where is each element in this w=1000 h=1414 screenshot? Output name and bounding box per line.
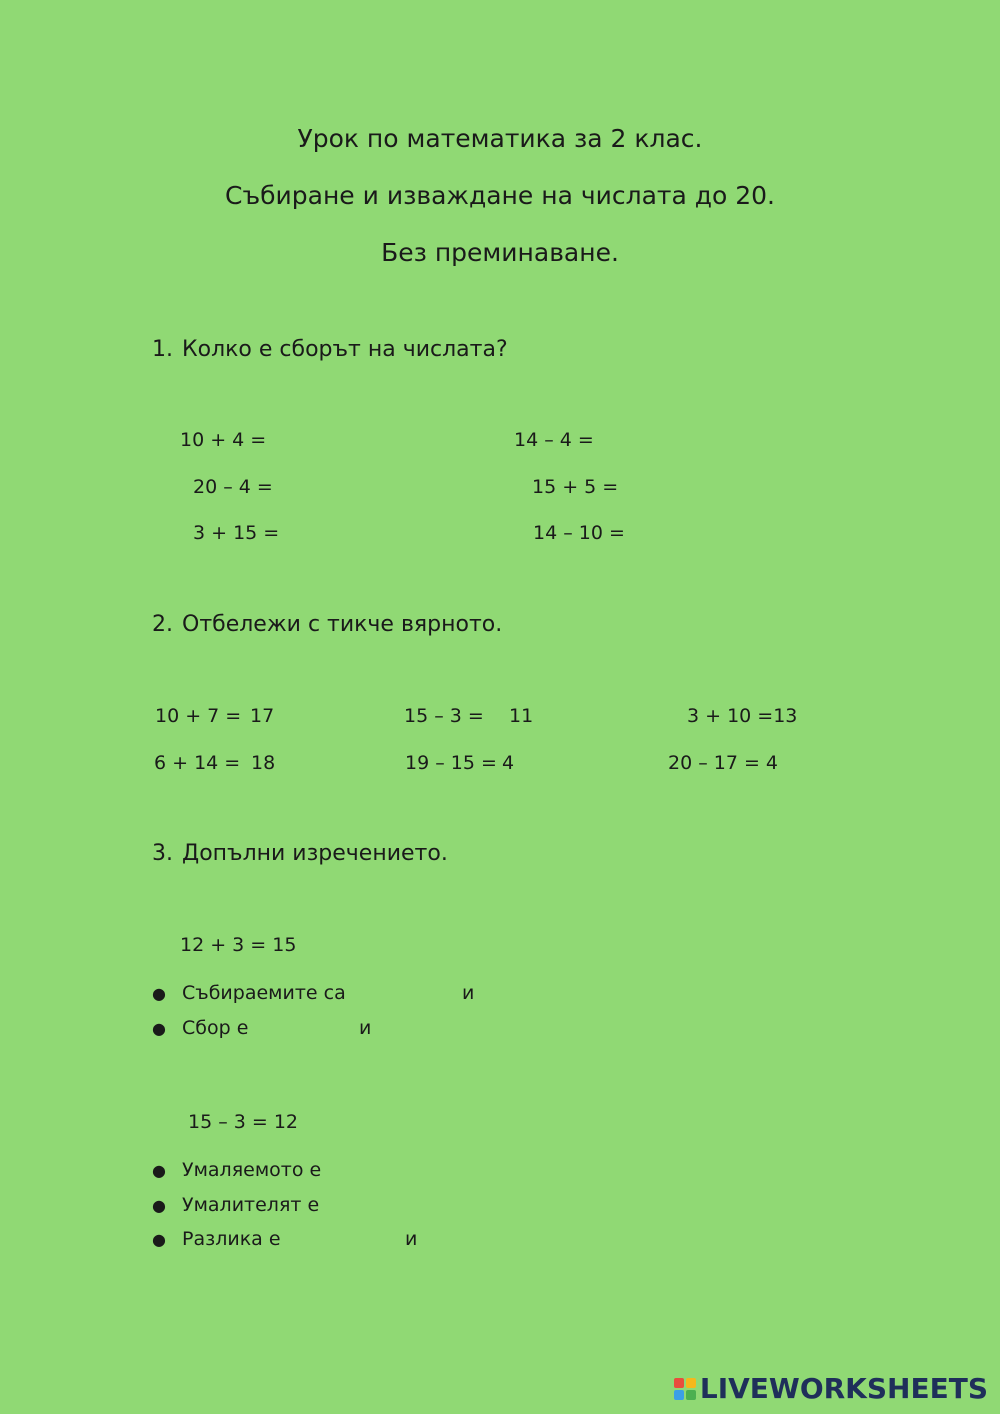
- bullet-tail: и: [405, 1228, 418, 1250]
- task-2-row2-expr-3[interactable]: 20 – 17 = 4: [668, 752, 779, 774]
- logo-square-4: [686, 1390, 696, 1400]
- bullet-text: Умаляемото е: [182, 1159, 322, 1181]
- task-2-row1-expr-3[interactable]: 3 + 10 =13: [687, 705, 798, 727]
- logo-square-1: [674, 1378, 684, 1388]
- bullet-text: Събираемите са: [182, 982, 346, 1004]
- task-3-heading: [152, 841, 448, 866]
- bullet-tail: и: [462, 982, 475, 1004]
- bullet-dot-icon: ●: [152, 1230, 166, 1249]
- task-2-heading: [152, 612, 502, 637]
- bullet-text: Разлика е: [182, 1228, 281, 1250]
- task-3-title: Допълни изречението.: [182, 841, 448, 866]
- logo-square-2: [686, 1378, 696, 1388]
- task-3-example-1: 12 + 3 = 15: [180, 934, 297, 956]
- task-2-row1-answer-1[interactable]: 17: [250, 705, 275, 727]
- task-3-number: 3.: [152, 841, 173, 866]
- task-1-right-3: 14 – 10 =: [533, 522, 625, 544]
- task-1-number: 1.: [152, 337, 173, 362]
- task-1-heading: [152, 337, 508, 362]
- task-3-bullet-2: [152, 1017, 248, 1039]
- task-2-number: 2.: [152, 612, 173, 637]
- task-2-row2-expr-1: 6 + 14 =: [154, 752, 241, 774]
- task-1-left-2: 20 – 4 =: [193, 476, 273, 498]
- task-1-title: Колко е сборът на числата?: [182, 337, 508, 362]
- task-3-bullet-3: [152, 1159, 321, 1181]
- bullet-text: Сбор е: [182, 1017, 249, 1039]
- logo-square-3: [674, 1390, 684, 1400]
- task-3-bullet-5: [152, 1228, 281, 1250]
- task-1-right-1: 14 – 4 =: [514, 429, 594, 451]
- liveworksheets-logo[interactable]: [674, 1372, 988, 1405]
- task-3-bullet-4: [152, 1194, 319, 1216]
- task-2-row1-answer-2[interactable]: 11: [509, 705, 534, 727]
- bullet-dot-icon: ●: [152, 1161, 166, 1180]
- title-line-1: Урок по математика за 2 клас.: [297, 124, 703, 153]
- bullet-dot-icon: ●: [152, 1196, 166, 1215]
- task-1-right-2: 15 + 5 =: [532, 476, 619, 498]
- task-2-row2-answer-2[interactable]: 4: [502, 752, 515, 774]
- bullet-text: Умалителят е: [182, 1194, 320, 1216]
- title-line-3: Без преминаване.: [381, 238, 619, 267]
- task-1-left-1: 10 + 4 =: [180, 429, 267, 451]
- title-line-2: Събиране и изваждане на числата до 20.: [224, 181, 776, 210]
- task-3-example-2: 15 – 3 = 12: [188, 1111, 299, 1133]
- bullet-dot-icon: ●: [152, 1019, 166, 1038]
- logo-text: LIVEWORKSHEETS: [699, 1372, 988, 1405]
- task-2-row1-expr-1: 10 + 7 =: [155, 705, 242, 727]
- task-2-title: Отбележи с тикче вярното.: [182, 612, 503, 637]
- task-3-bullet-1: [152, 982, 346, 1004]
- task-2-row1-expr-2: 15 – 3 =: [404, 705, 484, 727]
- task-2-row2-expr-2: 19 – 15 =: [405, 752, 497, 774]
- task-1-left-3: 3 + 15 =: [193, 522, 280, 544]
- bullet-tail: и: [359, 1017, 372, 1039]
- liveworksheets-logo-icon: [674, 1378, 696, 1400]
- bullet-dot-icon: ●: [152, 984, 166, 1003]
- task-2-row2-answer-1[interactable]: 18: [251, 752, 276, 774]
